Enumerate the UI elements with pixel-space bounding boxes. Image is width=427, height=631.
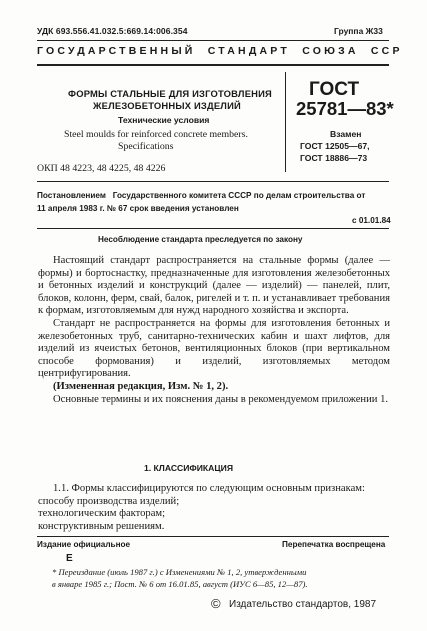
copyright-text: Издательство стандартов, 1987 bbox=[229, 599, 377, 610]
header-rule-top bbox=[37, 40, 389, 41]
decree-line-1: Постановлением Государственного комитета СССР по делам строительства от bbox=[37, 191, 366, 200]
decree-line-2: 11 апреля 1983 г. № 67 срок введения установлен bbox=[37, 204, 239, 213]
title-en-line-2: Specifications bbox=[118, 141, 174, 152]
gost-number: 25781—83* bbox=[296, 98, 394, 119]
footer-rule bbox=[37, 536, 389, 537]
list-item: способу производства изделий; bbox=[38, 495, 180, 507]
replaces-gost-1: ГОСТ 12505—67, bbox=[300, 141, 370, 151]
reprint-prohibited-label: Перепечатка воспрещена bbox=[282, 540, 386, 549]
legal-warning: Несоблюдение стандарта преследуется по закону bbox=[98, 235, 303, 244]
title-ru-line-2: ЖЕЛЕЗОБЕТОННЫХ ИЗДЕЛИЙ bbox=[93, 100, 241, 111]
clause-1-1: 1.1. Формы классифицируются по следующим основным признакам: bbox=[53, 483, 365, 494]
classification-text bbox=[38, 483, 390, 533]
udk-code: УДК 693.556.41.032.5:669.14:006.354 bbox=[37, 26, 188, 36]
okp-codes: ОКП 48 4223, 48 4225, 48 4226 bbox=[37, 163, 166, 174]
subtitle-ru: Технические условия bbox=[118, 115, 210, 125]
title-ru-line-1: ФОРМЫ СТАЛЬНЫЕ ДЛЯ ИЗГОТОВЛЕНИЯ bbox=[68, 88, 272, 99]
title-divider bbox=[285, 72, 286, 172]
official-edition-label: Издание официальное bbox=[37, 540, 131, 549]
paragraph-exclusions: Стандарт не распространяется на формы для изготовления бетонных и железобетонных труб, санитарно-технических кабин и шахт лифтов, для изделий из ячеистых бетонов, вентиляционных блоков (при вертикальном способе формования) и изделий, изготовляемых методом центрифугирования. bbox=[38, 317, 390, 380]
paragraph-scope: Настоящий стандарт распространяется на стальные формы (далее — формы) и бортоснастку, предназначенные для изготовления железобетонных и бетонных изделий и конструкций (далее — изделий) — панелей, плит, блоков, колонн, ферм, свай, балок, ригелей и т. п. и устанавливает требования к формам, изготовляемым для нужд народного хозяйства и экспорта. bbox=[38, 255, 390, 317]
standard-type-heading: ГОСУДАРСТВЕННЫЙ СТАНДАРТ СОЮЗА ССР bbox=[37, 45, 403, 57]
edition-note: (Измененная редакция, Изм. № 1, 2). bbox=[53, 380, 229, 392]
okp-rule bbox=[37, 181, 389, 182]
paragraph-terms: Основные термины и их пояснения даны в рекомендуемом приложении 1. bbox=[53, 393, 389, 405]
group-code: Группа Ж33 bbox=[334, 26, 383, 36]
gost-label: ГОСТ bbox=[309, 79, 360, 100]
list-item: конструктивным решениям. bbox=[38, 520, 165, 532]
section-heading: 1. КЛАССИФИКАЦИЯ bbox=[144, 463, 234, 473]
title-en-line-1: Steel moulds for reinforced concrete members. bbox=[64, 129, 248, 140]
body-text bbox=[38, 255, 390, 406]
copyright-symbol: © bbox=[211, 596, 221, 611]
footnote-line-2: в январе 1985 г.; Пост. № 6 от 16.01.85, август (ИУС 6—85, 12—87). bbox=[52, 579, 308, 589]
decree-rule bbox=[37, 228, 389, 229]
letter-e: Е bbox=[66, 553, 73, 564]
replaces-gost-2: ГОСТ 18886—73 bbox=[300, 153, 368, 163]
replaces-label: Взамен bbox=[330, 129, 362, 139]
effective-date: с 01.01.84 bbox=[352, 216, 391, 225]
list-item: технологическим факторам; bbox=[38, 508, 166, 520]
footnote-line-1: * Переиздание (июль 1987 г.) с Изменениями № 1, 2, утвержденными bbox=[52, 567, 307, 577]
header-rule-bottom bbox=[37, 64, 389, 66]
